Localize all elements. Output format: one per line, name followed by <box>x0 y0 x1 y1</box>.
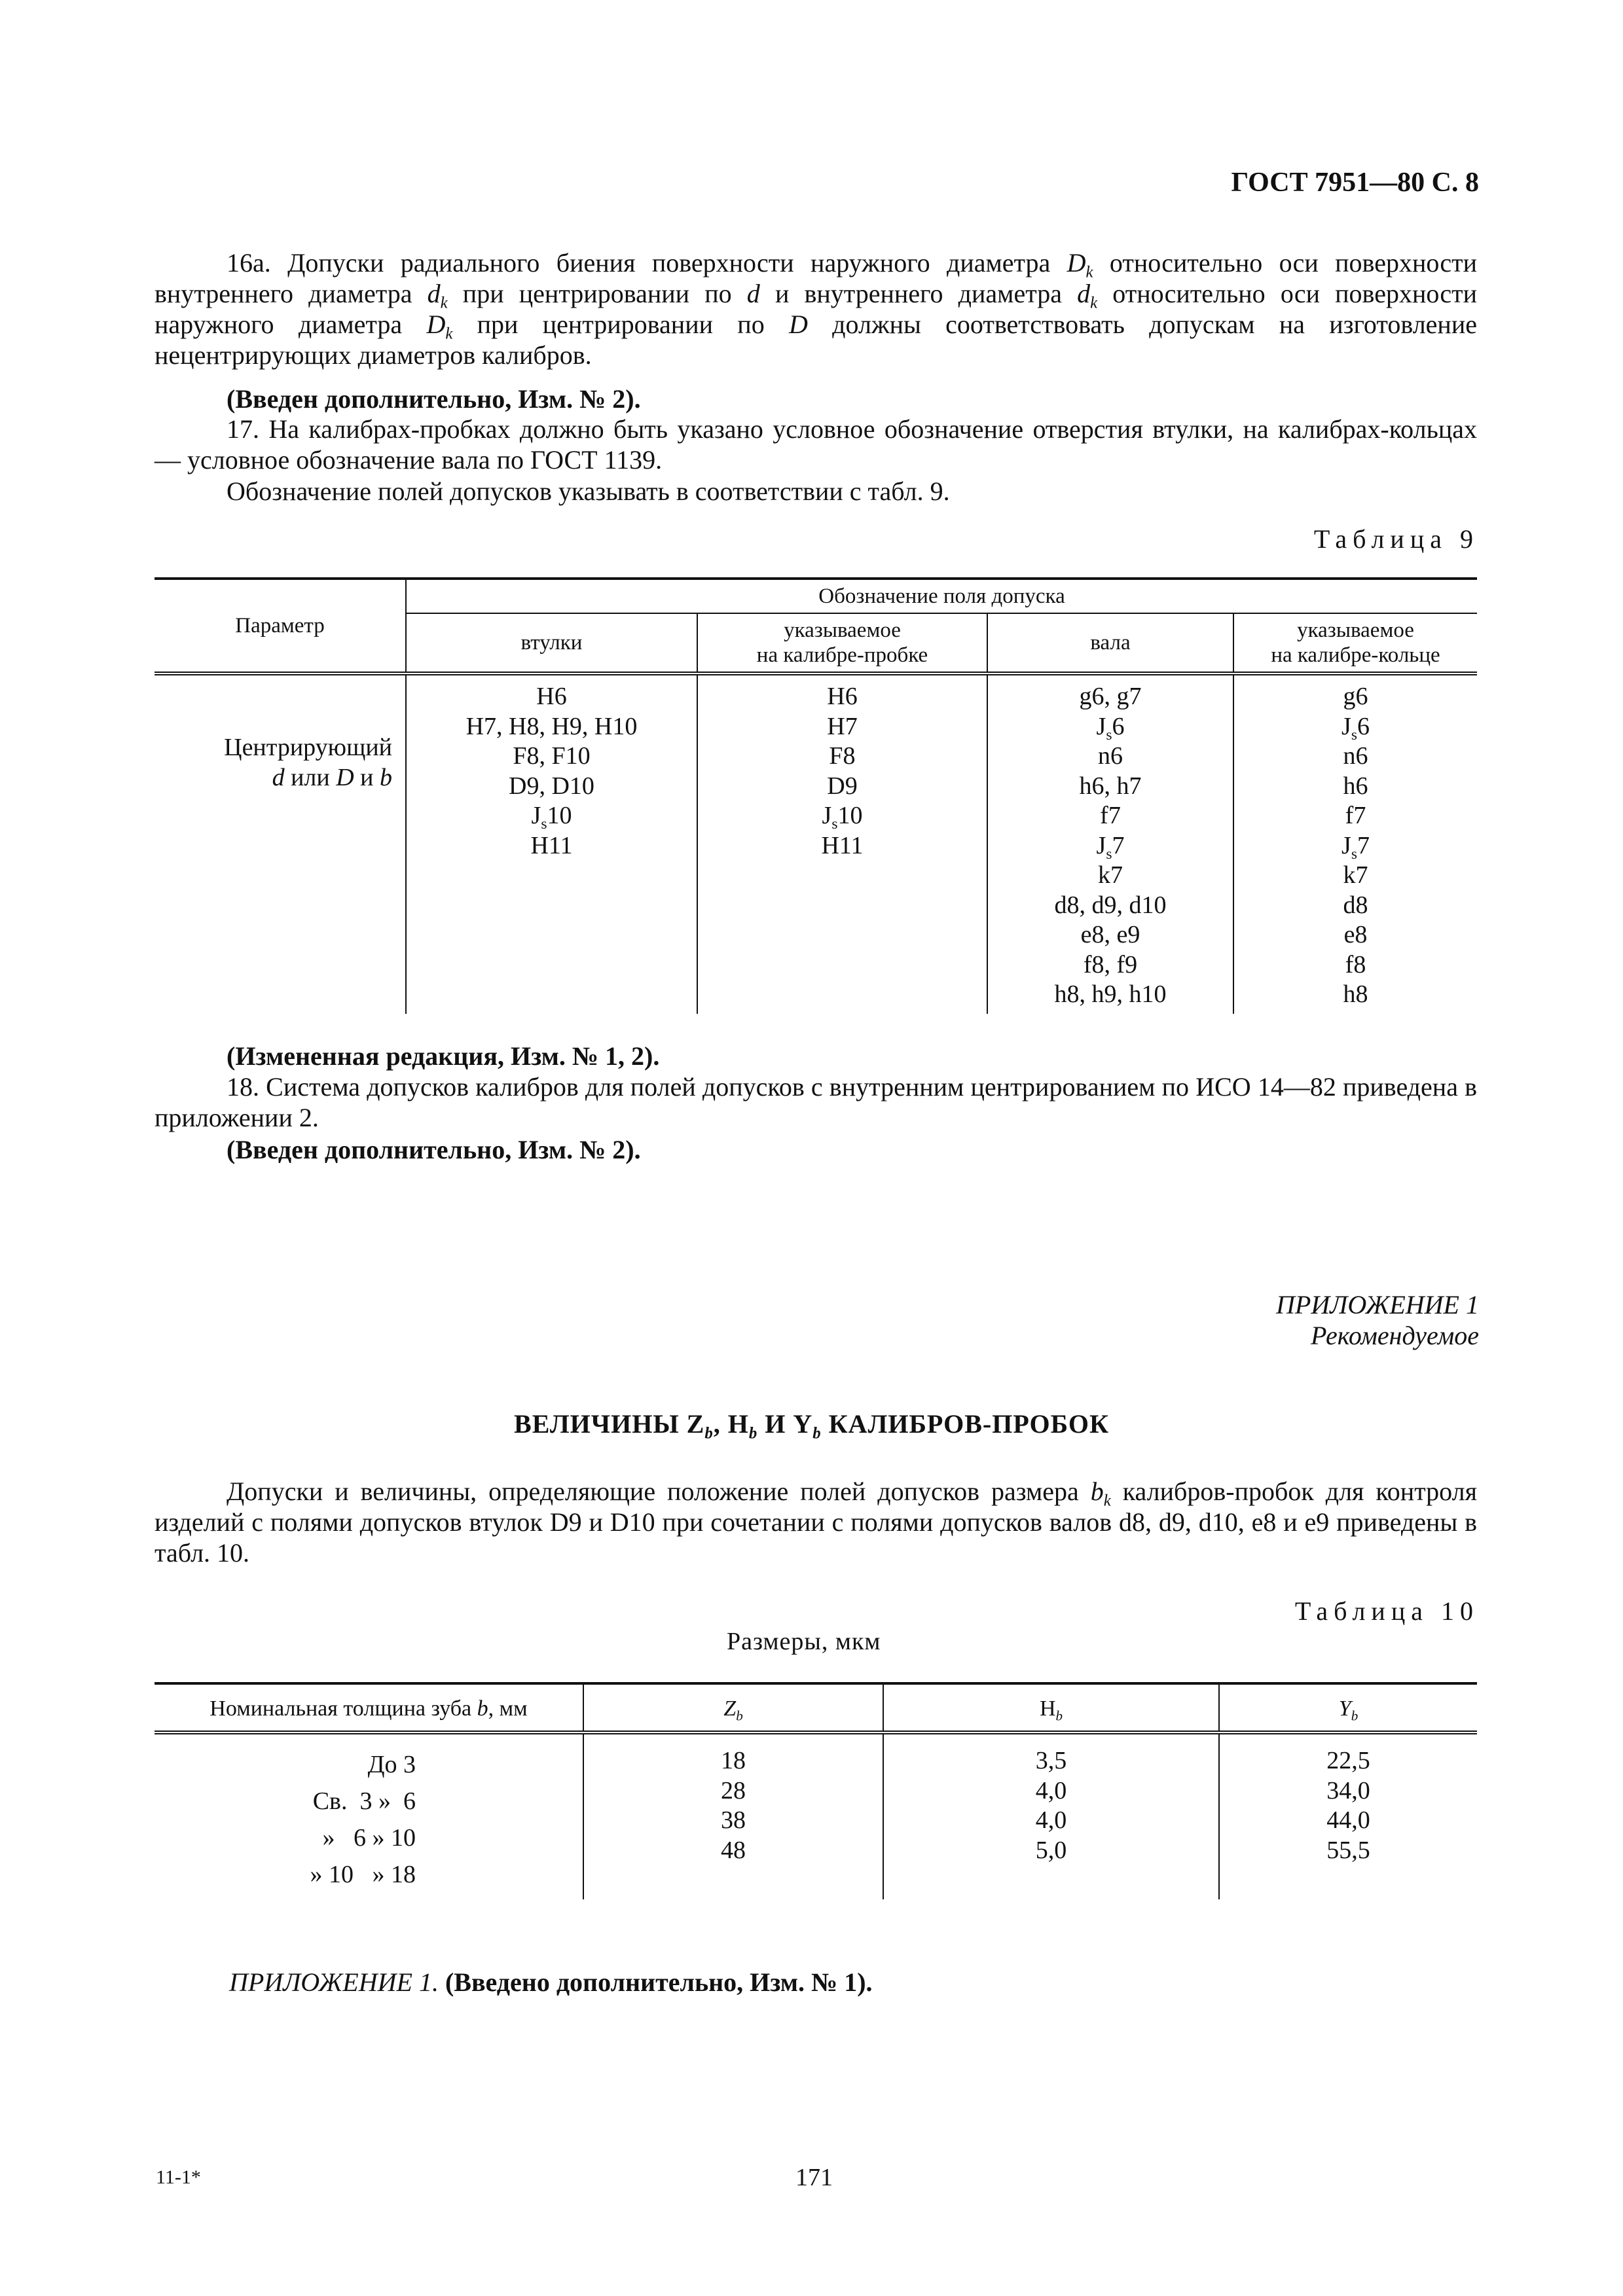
tolerance-cell: f8, f9 <box>1083 950 1138 978</box>
tolerance-cell: n6 <box>1098 742 1123 770</box>
value-cell: 55,5 <box>1326 1836 1370 1864</box>
tolerance-cell: H6 <box>827 683 858 710</box>
header-hb: $H_b$ <box>883 1683 1219 1732</box>
tolerance-cell: h8, h9, h10 <box>1054 980 1167 1008</box>
amendment-note: (Введен дополнительно, Изм. № 2). <box>227 384 641 414</box>
value-cell: 3,5 <box>1035 1747 1067 1774</box>
tolerance-cell: D9, D10 <box>509 772 594 800</box>
symbol-bk: $b_k$ <box>1090 1477 1111 1510</box>
para-text: при центрировании по <box>452 310 789 339</box>
header-kolco: указываемое на калибре-кольце <box>1233 613 1477 673</box>
symbol-Dk: $D_k$ <box>426 310 453 343</box>
value-cell: 28 <box>721 1776 746 1804</box>
header-vala: вала <box>987 613 1233 673</box>
param-cell <box>155 673 406 1014</box>
tolerance-cell: f8 <box>1345 950 1366 978</box>
column-nominal <box>155 1732 583 1899</box>
tolerance-cell: $J_s6$ <box>1341 712 1370 744</box>
page-header: ГОСТ 7951—80 С. 8 <box>1231 168 1479 198</box>
tolerance-cell: k7 <box>1098 861 1123 889</box>
paragraph-17: 17. На калибрах-пробках должно быть указано условное обозначение отверстия втулки, на калибрах-кольцах — условное обозначение вала по ГОСТ 1139. <box>155 414 1477 475</box>
column-vala <box>987 673 1233 1014</box>
paragraph-16a <box>155 247 1477 370</box>
tolerance-cell: H7, H8, H9, H10 <box>465 712 638 740</box>
tolerance-cell: d8 <box>1343 891 1368 919</box>
symbol-D: D <box>788 310 808 339</box>
value-cell: 5,0 <box>1035 1836 1067 1864</box>
paragraph-18: 18. Система допусков калибров для полей допусков с внутренним центрированием по ИСО 14—82 приведена в приложении 2. <box>155 1072 1477 1132</box>
amendment-note: (Измененная редакция, Изм. № 1, 2). <box>227 1041 660 1071</box>
tolerance-cell: $J_s7$ <box>1341 831 1370 863</box>
appendix-amendment-note: ПРИЛОЖЕНИЕ 1. (Введено дополнительно, Изм. № 1). <box>229 1967 873 1997</box>
tolerance-cell: d8, d9, d10 <box>1054 891 1167 919</box>
nominal-cell: Св. 3 » 6 <box>312 1787 416 1815</box>
amendment-note: (Введен дополнительно, Изм. № 2). <box>227 1135 641 1164</box>
header-zb: $Z_b$ <box>583 1683 883 1732</box>
tolerance-cell: n6 <box>1343 742 1368 770</box>
paragraph-17-reference: Обозначение полей допусков указывать в соответствии с табл. 9. <box>227 476 950 506</box>
symbol-Dk: $D_k$ <box>1067 248 1093 281</box>
para-text: относительно оси поверхности наружного диаметра <box>155 279 1477 339</box>
column-vtulki <box>406 673 697 1014</box>
table-9-caption: Таблица 9 <box>1313 524 1479 554</box>
tolerance-cell: f7 <box>1100 802 1121 829</box>
table-10-units: Размеры, мкм <box>727 1628 881 1655</box>
param-symbols: d или D и b <box>272 763 392 791</box>
tolerance-cell: H7 <box>827 712 858 740</box>
header-vtulki: втулки <box>406 613 697 673</box>
tolerance-cell: g6, g7 <box>1079 683 1142 710</box>
table-10-caption: Таблица 10 <box>1294 1596 1479 1626</box>
value-cell: 48 <box>721 1836 746 1864</box>
para-text: 16а. Допуски радиального биения поверхности наружного диаметра <box>227 248 1067 278</box>
value-cell: 34,0 <box>1326 1776 1370 1804</box>
para-text: должны соответствовать допускам на изготовление нецентрирующих диаметров калибров. <box>155 310 1477 370</box>
tolerance-cell: e8 <box>1343 921 1368 948</box>
para-text: при центрировании по <box>447 279 747 308</box>
column-zb <box>583 1732 883 1899</box>
value-cell: 4,0 <box>1035 1776 1067 1804</box>
symbol-dk: $d_k$ <box>1077 279 1098 312</box>
nominal-cell: » 10 » 18 <box>310 1861 416 1888</box>
column-hb <box>883 1732 1219 1899</box>
table-10 <box>155 1682 1477 1899</box>
param-name: Центрирующий <box>224 734 392 761</box>
column-kolco <box>1233 673 1477 1014</box>
header-yb: $Y_b$ <box>1219 1683 1477 1732</box>
appendix-number: ПРИЛОЖЕНИЕ 1 <box>1276 1290 1479 1319</box>
tolerance-cell: g6 <box>1343 683 1368 710</box>
tolerance-cell: H11 <box>821 831 864 859</box>
tolerance-cell: D9 <box>827 772 858 800</box>
symbol-dk: $d_k$ <box>427 279 448 312</box>
value-cell: 44,0 <box>1326 1806 1370 1834</box>
tolerance-cell: H11 <box>530 831 573 859</box>
tolerance-cell: h6, h7 <box>1079 772 1142 800</box>
page-number: 171 <box>795 2164 833 2191</box>
table-9 <box>155 577 1477 1014</box>
tolerance-cell: h6 <box>1343 772 1368 800</box>
value-cell: 18 <box>721 1747 746 1774</box>
footer-code: 11-1* <box>156 2166 201 2188</box>
column-yb <box>1219 1732 1477 1899</box>
tolerance-cell: $J_s7$ <box>1096 831 1125 863</box>
value-cell: 38 <box>721 1806 746 1834</box>
column-probka <box>697 673 987 1014</box>
tolerance-cell: H6 <box>536 683 567 710</box>
header-nominal: Номинальная толщина зуба b, мм <box>155 1683 583 1732</box>
value-cell: 4,0 <box>1035 1806 1067 1834</box>
header-group: Обозначение поля допуска <box>406 579 1477 613</box>
tolerance-cell: k7 <box>1343 861 1368 889</box>
appendix-status: Рекомендуемое <box>1310 1321 1479 1350</box>
tolerance-cell: e8, e9 <box>1080 921 1140 948</box>
nominal-cell: До 3 <box>367 1751 416 1778</box>
tolerance-cell: F8, F10 <box>513 742 591 770</box>
tolerance-cell: $J_s6$ <box>1096 712 1125 744</box>
tolerance-cell: F8 <box>829 742 856 770</box>
tolerance-cell: h8 <box>1343 980 1368 1008</box>
tolerance-cell: f7 <box>1345 802 1366 829</box>
appendix-label <box>1276 1289 1479 1351</box>
para-text: и внутреннего диаметра <box>759 279 1078 308</box>
appendix-intro: Допуски и величины, определяющие положение полей допусков размера $b_k$ калибров-пробок для контроля изделий с полями допусков втулок D9 и D10 при сочетании с полями допусков валов d8, d9, d10, e8 и e9 приведены в табл. 10. <box>155 1477 1478 1568</box>
tolerance-cell: $J_s10$ <box>531 802 572 833</box>
header-param: Параметр <box>155 579 406 673</box>
value-cell: 22,5 <box>1326 1747 1370 1774</box>
appendix-title: ВЕЛИЧИНЫ $Z_b$, $H_b$ И $Y_b$ КАЛИБРОВ-ПРОБОК <box>514 1409 1109 1443</box>
header-probka: указываемое на калибре-пробке <box>697 613 987 673</box>
nominal-cell: » 6 » 10 <box>322 1824 416 1852</box>
para-text: относительно оси поверхности внутреннего диаметра <box>155 248 1477 308</box>
tolerance-cell: $J_s10$ <box>822 802 863 833</box>
symbol-d: d <box>746 279 760 308</box>
